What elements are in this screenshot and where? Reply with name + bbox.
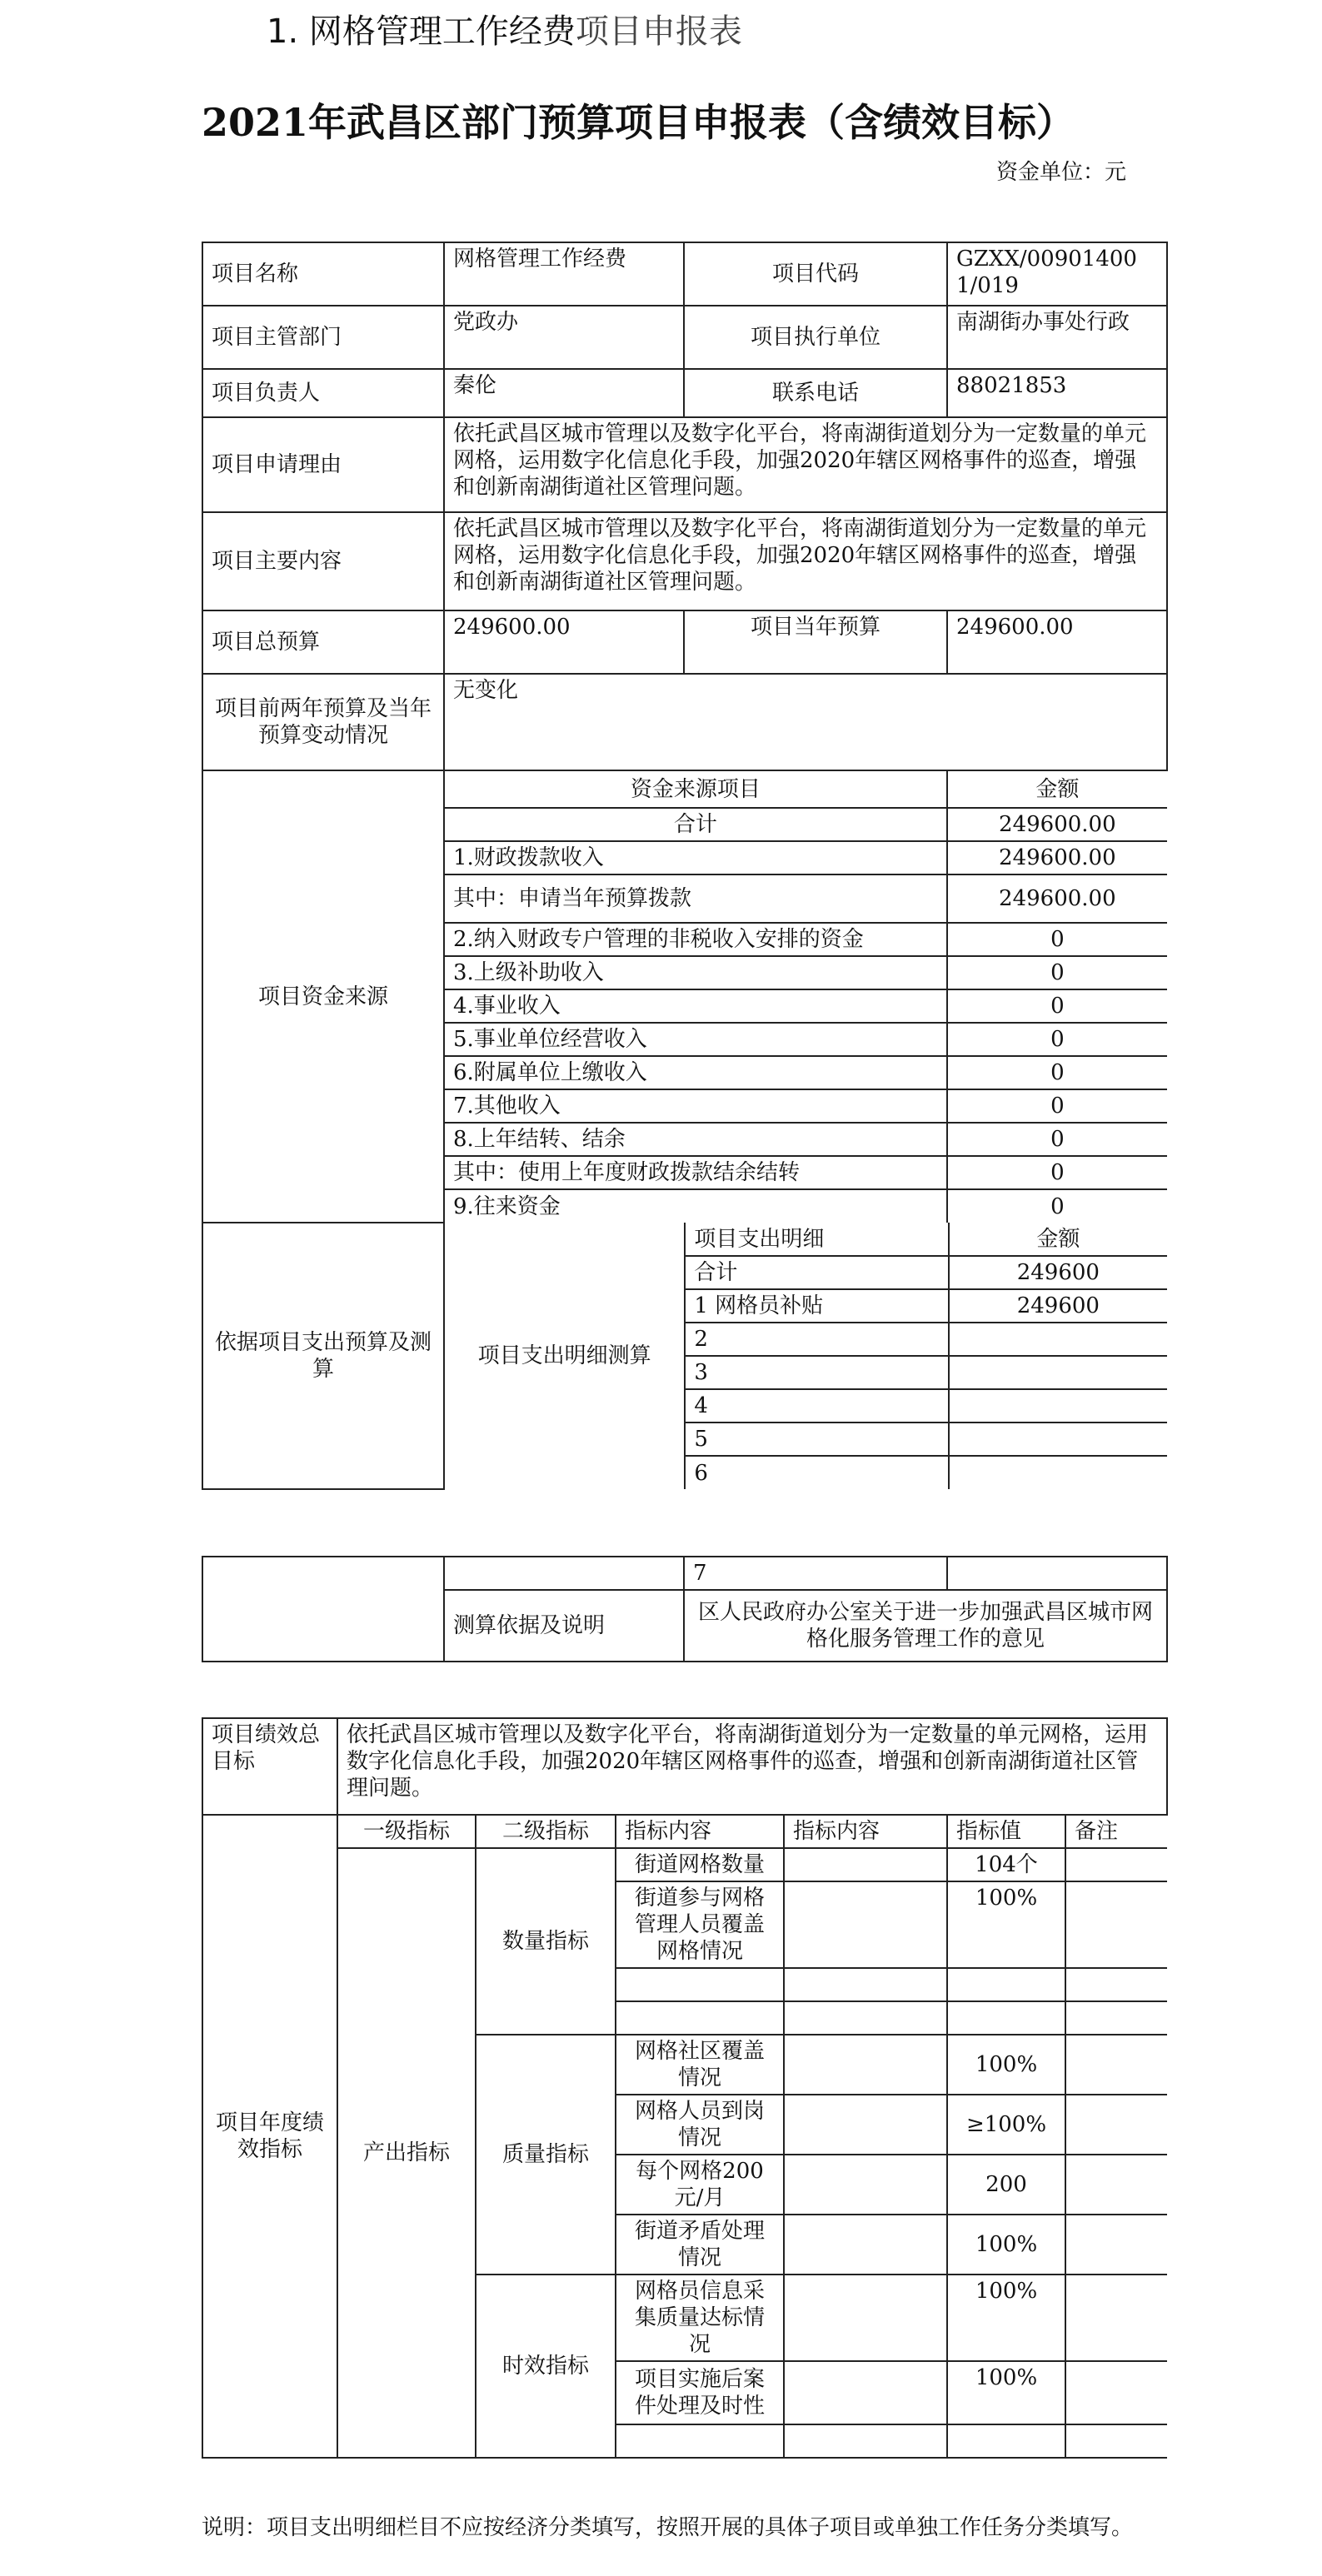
phone-label: 联系电话 (684, 369, 947, 417)
expense-col-item: 项目支出明细 (685, 1223, 948, 1256)
indicator-content: 街道矛盾处理情况 (616, 2215, 784, 2275)
level2-indicator: 质量指标 (476, 2035, 616, 2275)
project-name-label: 项目名称 (202, 242, 444, 306)
indicator-remark (1065, 2095, 1167, 2155)
expense-amount: 249600 (949, 1289, 1167, 1323)
change-label: 项目前两年预算及当年预算变动情况 (202, 674, 444, 770)
indicator-content-extra (784, 2424, 947, 2458)
project-code-label: 项目代码 (684, 242, 947, 306)
funding-item: 6.附属单位上缴收入 (445, 1056, 947, 1089)
indicator-value: 100% (947, 2275, 1065, 2361)
funding-amount: 249600.00 (947, 808, 1167, 841)
funding-amount: 249600.00 (947, 874, 1167, 923)
funding-col-amount: 金额 (947, 771, 1167, 808)
project-code-value: GZXX/009014001/019 (947, 242, 1167, 306)
funding-item: 1.财政拨款收入 (445, 841, 947, 874)
indicator-remark (1065, 2361, 1167, 2424)
indicator-content-extra (784, 1968, 947, 2001)
indicator-value: ≥100% (947, 2095, 1065, 2155)
annual-indicator-label: 项目年度绩效指标 (202, 1815, 337, 2458)
content-label: 项目主要内容 (202, 512, 444, 610)
expense-row7-item: 7 (684, 1557, 947, 1590)
funding-item: 4.事业收入 (445, 989, 947, 1023)
total-budget-label: 项目总预算 (202, 610, 444, 674)
funding-amount: 0 (947, 989, 1167, 1023)
indicator-remark (1065, 1848, 1167, 1881)
indicator-content: 网格社区覆盖情况 (616, 2035, 784, 2095)
funding-amount: 0 (947, 1123, 1167, 1156)
funding-item: 7.其他收入 (445, 1089, 947, 1123)
indicator-content (616, 1968, 784, 2001)
indicator-value: 104个 (947, 1848, 1065, 1881)
indicator-content-extra (784, 2361, 947, 2424)
page-heading (267, 12, 742, 52)
funding-amount: 0 (947, 1189, 1167, 1223)
indicator-content-extra (784, 2215, 947, 2275)
expense-detail-label: 项目支出明细测算 (445, 1223, 685, 1489)
phone-value: 88021853 (947, 369, 1167, 417)
funding-label: 项目资金来源 (202, 770, 444, 1223)
funding-amount: 249600.00 (947, 841, 1167, 874)
expense-amount (949, 1389, 1167, 1423)
heading-project-name: 网格管理工作经费 (308, 12, 576, 51)
funding-item: 5.事业单位经营收入 (445, 1023, 947, 1056)
level1-indicator: 产出指标 (337, 1848, 476, 2458)
indicator-value (947, 1968, 1065, 2001)
indicator-remark (1065, 2424, 1167, 2458)
funding-amount: 0 (947, 923, 1167, 956)
reason-value: 依托武昌区城市管理以及数字化平台，将南湖街道划分为一定数量的单元网格，运用数字化信息化手段，加强2020年辖区网格事件的巡查，增强和创新南湖街道社区管理问题。 (444, 417, 1167, 512)
indicator-remark (1065, 2155, 1167, 2215)
funding-item: 其中：申请当年预算拨款 (445, 874, 947, 923)
funding-row (445, 1089, 1167, 1123)
indicator-content: 街道网格数量 (616, 1848, 784, 1881)
funding-item: 合计 (445, 808, 947, 841)
funding-row (445, 874, 1167, 923)
funding-row (445, 956, 1167, 989)
indicator-header: 一级指标 (337, 1815, 476, 1848)
indicator-value: 100% (947, 2035, 1065, 2095)
indicator-content-extra (784, 2095, 947, 2155)
funding-amount: 0 (947, 956, 1167, 989)
funding-amount: 0 (947, 1089, 1167, 1123)
indicator-header: 备注 (1065, 1815, 1167, 1848)
year-budget-value: 249600.00 (947, 610, 1167, 674)
funding-row (445, 1156, 1167, 1189)
footnote: 说明：项目支出明细栏目不应按经济分类填写，按照开展的具体子项目或单独工作任务分类填写。 (202, 2515, 1134, 2540)
indicator-remark (1065, 1881, 1167, 1968)
indicator-content: 网格人员到岗情况 (616, 2095, 784, 2155)
funding-row (445, 808, 1167, 841)
expense-row7-amount (947, 1557, 1167, 1590)
indicator-remark (1065, 2215, 1167, 2275)
reason-label: 项目申请理由 (202, 417, 444, 512)
expense-label: 依据项目支出预算及测算 (202, 1223, 444, 1489)
expense-amount: 249600 (949, 1256, 1167, 1289)
change-value: 无变化 (444, 674, 1167, 770)
expense-item: 4 (685, 1389, 948, 1423)
indicator-content-extra (784, 2035, 947, 2095)
exec-unit-value: 南湖街办事处行政 (947, 306, 1167, 369)
indicator-header: 二级指标 (476, 1815, 616, 1848)
indicator-value: 200 (947, 2155, 1065, 2215)
indicator-content-extra (784, 2155, 947, 2215)
indicator-value (947, 2001, 1065, 2035)
indicator-header: 指标内容 (616, 1815, 784, 1848)
document-title: 2021年武昌区部门预算项目申报表（含绩效目标） (202, 100, 1075, 145)
indicator-content-extra (784, 1848, 947, 1881)
funding-row (445, 1023, 1167, 1056)
indicator-remark (1065, 2001, 1167, 2035)
heading-number: 1. (267, 12, 299, 51)
indicator-value (947, 2424, 1065, 2458)
expense-item: 6 (685, 1456, 948, 1489)
heading-suffix: 项目申报表 (575, 12, 742, 51)
indicator-content (616, 2001, 784, 2035)
funding-amount: 0 (947, 1056, 1167, 1089)
indicator-row (202, 1848, 1167, 1881)
content-value: 依托武昌区城市管理以及数字化平台，将南湖街道划分为一定数量的单元网格，运用数字化信息化手段，加强2020年辖区网格事件的巡查，增强和创新南湖街道社区管理问题。 (444, 512, 1167, 610)
row7-blank-cell (444, 1557, 684, 1590)
currency-unit-label: 资金单位：元 (996, 160, 1127, 185)
expense-col-amount: 金额 (949, 1223, 1167, 1256)
funding-row (445, 1189, 1167, 1223)
indicator-value: 100% (947, 1881, 1065, 1968)
owner-label: 项目负责人 (202, 369, 444, 417)
indicator-content: 每个网格200元/月 (616, 2155, 784, 2215)
expense-amount (949, 1456, 1167, 1489)
expense-amount (949, 1323, 1167, 1356)
indicator-value: 100% (947, 2361, 1065, 2424)
project-name-value: 网格管理工作经费 (444, 242, 684, 306)
owner-value: 秦伦 (444, 369, 684, 417)
level2-indicator: 数量指标 (476, 1848, 616, 2035)
indicator-header: 指标值 (947, 1815, 1065, 1848)
expense-item: 1 网格员补贴 (685, 1289, 948, 1323)
year-budget-label: 项目当年预算 (684, 610, 947, 674)
basis-value: 区人民政府办公室关于进一步加强武昌区城市网格化服务管理工作的意见 (684, 1590, 1167, 1662)
funding-item: 其中：使用上年度财政拨款结余结转 (445, 1156, 947, 1189)
funding-row (445, 989, 1167, 1023)
indicator-content (616, 2424, 784, 2458)
funding-col-item: 资金来源项目 (445, 771, 947, 808)
expense-item: 2 (685, 1323, 948, 1356)
indicator-content-extra (784, 1881, 947, 1968)
indicator-content: 街道参与网格管理人员覆盖网格情况 (616, 1881, 784, 1968)
funding-item: 8.上年结转、结余 (445, 1123, 947, 1156)
performance-table (202, 1717, 1168, 2459)
expense-basis-table (202, 1556, 1168, 1662)
dept-value: 党政办 (444, 306, 684, 369)
expense-amount (949, 1423, 1167, 1456)
funding-item: 9.往来资金 (445, 1189, 947, 1223)
basis-blank-cell (202, 1557, 444, 1662)
expense-item: 3 (685, 1356, 948, 1389)
expense-amount (949, 1356, 1167, 1389)
goal-value: 依托武昌区城市管理以及数字化平台，将南湖街道划分为一定数量的单元网格，运用数字化信息化手段，加强2020年辖区网格事件的巡查，增强和创新南湖街道社区管理问题。 (337, 1718, 1167, 1815)
funding-row (445, 1056, 1167, 1089)
funding-amount: 0 (947, 1156, 1167, 1189)
exec-unit-label: 项目执行单位 (684, 306, 947, 369)
funding-row (445, 1123, 1167, 1156)
expense-table (445, 1223, 1167, 1489)
indicator-content: 网格员信息采集质量达标情况 (616, 2275, 784, 2361)
goal-label: 项目绩效总目标 (202, 1718, 337, 1815)
funding-row (445, 923, 1167, 956)
indicator-header: 指标内容 (784, 1815, 947, 1848)
indicator-value: 100% (947, 2215, 1065, 2275)
indicator-header-row (202, 1815, 1167, 1848)
total-budget-value: 249600.00 (444, 610, 684, 674)
indicator-remark (1065, 2035, 1167, 2095)
indicator-content-extra (784, 2275, 947, 2361)
funding-amount: 0 (947, 1023, 1167, 1056)
indicator-content-extra (784, 2001, 947, 2035)
indicator-content: 项目实施后案件处理及时性 (616, 2361, 784, 2424)
funding-item: 2.纳入财政专户管理的非税收入安排的资金 (445, 923, 947, 956)
funding-table (445, 771, 1167, 1223)
indicator-remark (1065, 2275, 1167, 2361)
funding-item: 3.上级补助收入 (445, 956, 947, 989)
project-info-table (202, 242, 1168, 1490)
funding-row (445, 841, 1167, 874)
indicator-remark (1065, 1968, 1167, 2001)
expense-item: 合计 (685, 1256, 948, 1289)
dept-label: 项目主管部门 (202, 306, 444, 369)
level2-indicator: 时效指标 (476, 2275, 616, 2458)
expense-item: 5 (685, 1423, 948, 1456)
basis-label: 测算依据及说明 (444, 1590, 684, 1662)
